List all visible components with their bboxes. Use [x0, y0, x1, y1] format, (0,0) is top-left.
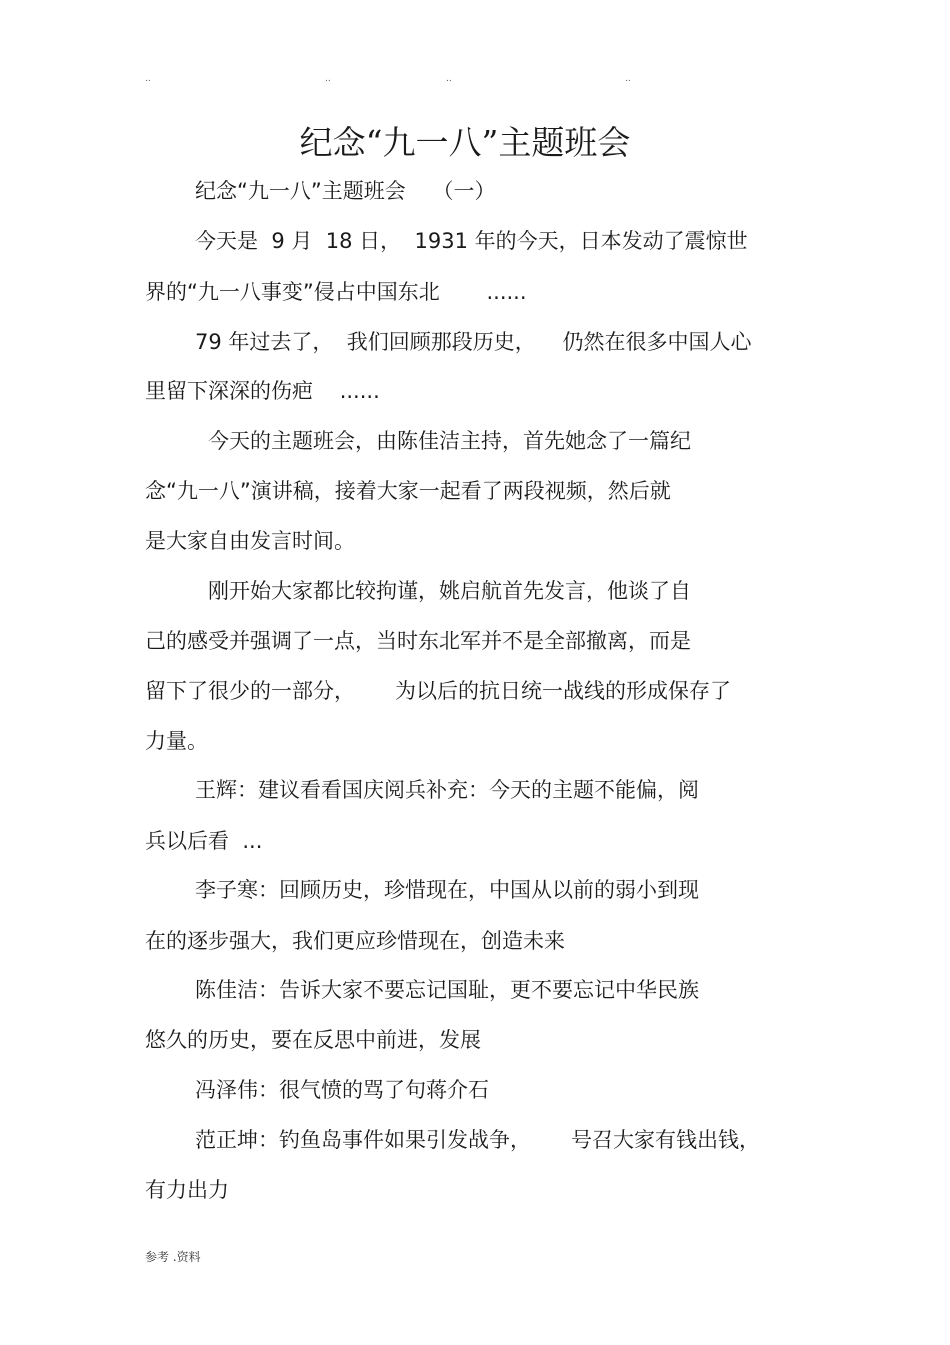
body-line: 里留下深深的伤疤 ......	[145, 379, 380, 403]
header-mark: ..	[446, 74, 452, 84]
document-title: 纪念“九一八”主题班会	[299, 123, 631, 162]
body-line: 王辉：建议看看国庆阅兵补充：今天的主题不能偏，阅	[195, 778, 699, 802]
body-line: 兵以后看 ...	[145, 829, 263, 853]
body-line: 李子寒：回顾历史，珍惜现在，中国从以前的弱小到现	[195, 878, 699, 902]
body-line: 今天是 9 月 18 日， 1931 年的今天，日本发动了震惊世	[195, 229, 748, 253]
body-line: 力量。	[145, 729, 208, 753]
header-mark: ..	[325, 74, 331, 84]
body-line: 冯泽伟：很气愤的骂了句蒋介石	[195, 1078, 489, 1102]
body-line: 念“九一八”演讲稿，接着大家一起看了两段视频，然后就	[145, 479, 671, 503]
body-line: 界的“九一八事变”侵占中国东北 ......	[145, 280, 527, 304]
subtitle-line: 纪念“九一八”主题班会 （一）	[195, 179, 496, 203]
body-line: 范正坤：钓鱼岛事件如果引发战争， 号召大家有钱出钱，	[195, 1128, 761, 1152]
body-line: 悠久的历史，要在反思中前进，发展	[145, 1028, 481, 1052]
header-mark: ..	[145, 74, 151, 84]
body-line: 79 年过去了， 我们回顾那段历史， 仍然在很多中国人心	[195, 330, 752, 354]
body-line: 有力出力	[145, 1178, 229, 1202]
body-line: 己的感受并强调了一点，当时东北军并不是全部撤离，而是	[145, 629, 691, 653]
header-mark: ..	[625, 74, 631, 84]
body-line: 刚开始大家都比较拘谨，姚启航首先发言，他谈了自	[208, 579, 691, 603]
body-line: 留下了很少的一部分， 为以后的抗日统一战线的形成保存了	[145, 679, 732, 703]
footer-text: 参考 .资料	[145, 1250, 201, 1264]
body-line: 今天的主题班会，由陈佳洁主持，首先她念了一篇纪	[208, 429, 691, 453]
body-line: 陈佳洁：告诉大家不要忘记国耻，更不要忘记中华民族	[195, 978, 699, 1002]
body-line: 在的逐步强大，我们更应珍惜现在，创造未来	[145, 929, 565, 953]
body-line: 是大家自由发言时间。	[145, 529, 355, 553]
